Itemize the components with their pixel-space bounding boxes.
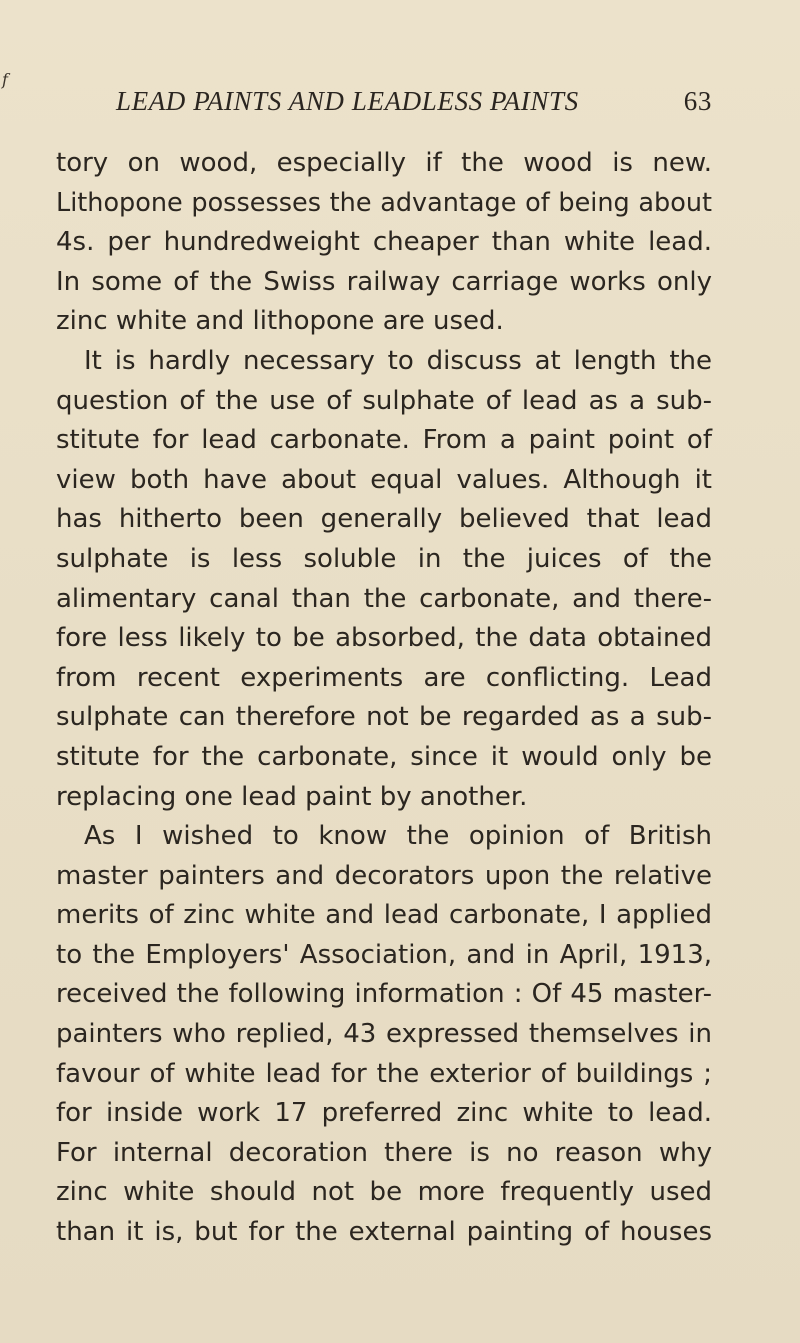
text-line: zinc white should not be more frequently used — [56, 1177, 712, 1208]
text-line: master painters and decorators upon the relative — [56, 860, 712, 891]
text-line: has hitherto been generally believed that lead — [56, 504, 712, 535]
text-line: merits of zinc white and lead carbonate, I applied — [56, 900, 712, 931]
text-line: from recent experiments are conflicting. Lead — [56, 662, 712, 693]
text-line: sulphate is less soluble in the juices of the — [56, 543, 712, 574]
text-line: For internal decoration there is no reason why — [56, 1137, 712, 1168]
text-line: 4s. per hundredweight cheaper than white lead. — [56, 227, 712, 258]
text-line: stitute for the carbonate, since it would only be — [56, 741, 712, 772]
body-text — [56, 144, 712, 1253]
page-header — [116, 86, 712, 126]
text-line: In some of the Swiss railway carriage works only — [56, 266, 712, 297]
text-line: view both have about equal values. Although it — [56, 464, 712, 495]
text-line: sulphate can therefore not be regarded as a sub- — [56, 702, 712, 733]
text-line: than it is, but for the external painting of houses — [56, 1217, 712, 1248]
running-head: LEAD PAINTS AND LEADLESS PAINTS — [116, 86, 579, 116]
text-line: As I wished to know the opinion of British — [84, 821, 712, 852]
text-line: question of the use of sulphate of lead as a sub- — [56, 385, 712, 416]
text-line: stitute for lead carbonate. From a paint point of — [56, 425, 712, 456]
text-line: replacing one lead paint by another. — [56, 781, 528, 812]
text-line: favour of white lead for the exterior of buildings ; — [56, 1058, 712, 1089]
text-line: painters who replied, 43 expressed themselves in — [56, 1019, 712, 1050]
text-line: It is hardly necessary to discuss at length the — [84, 345, 712, 376]
text-line: tory on wood, especially if the wood is new. — [56, 148, 712, 178]
text-line: Lithopone possesses the advantage of being about — [56, 187, 712, 218]
page-number: 63 — [683, 86, 712, 116]
margin-mark: f — [2, 70, 8, 89]
text-line: to the Employers' Association, and in April, 1913, — [56, 939, 712, 970]
text-line: fore less likely to be absorbed, the data obtained — [56, 623, 712, 654]
text-line: alimentary canal than the carbonate, and there- — [56, 583, 712, 614]
text-line: received the following information : Of 45 master- — [56, 979, 712, 1010]
text-line: zinc white and lithopone are used. — [56, 306, 504, 337]
text-line: for inside work 17 preferred zinc white to lead. — [56, 1098, 712, 1129]
